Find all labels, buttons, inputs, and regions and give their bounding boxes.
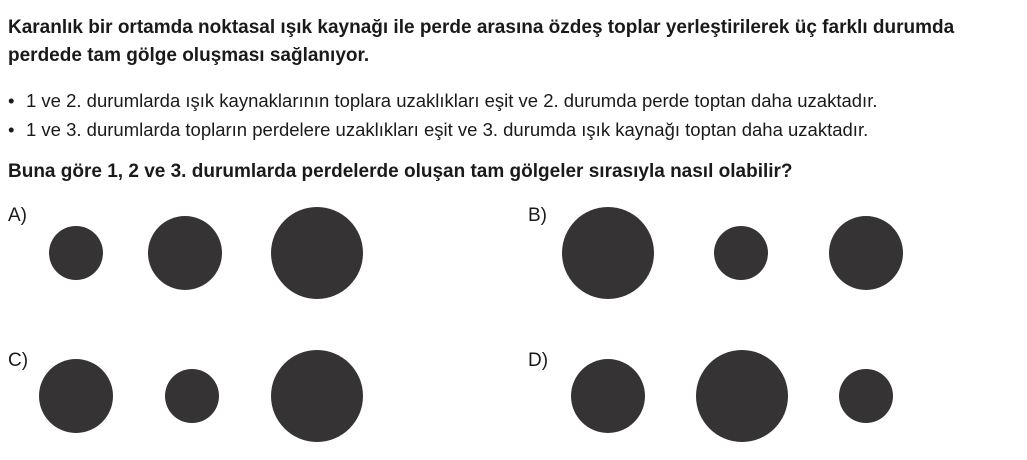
option-d[interactable] bbox=[528, 350, 1008, 460]
shadow-circle-3 bbox=[271, 207, 363, 299]
shadow-circle-2 bbox=[148, 216, 222, 290]
shadow-circle-2 bbox=[696, 350, 788, 442]
option-c[interactable] bbox=[8, 350, 488, 460]
condition-text: 1 ve 3. durumlarda topların perdelere uzaklıkları eşit ve 3. durumda ışık kaynağı toptan daha uzaktadır. bbox=[26, 119, 869, 140]
shadow-circle-2 bbox=[714, 226, 768, 280]
shadow-circle-1 bbox=[562, 207, 654, 299]
condition-list bbox=[8, 86, 1023, 144]
bullet-icon: • bbox=[8, 119, 15, 140]
option-label: C) bbox=[8, 350, 29, 371]
condition-item bbox=[8, 86, 1023, 115]
shadow-circle-1 bbox=[571, 359, 645, 433]
shadow-circle-3 bbox=[839, 369, 893, 423]
question-prompt: Buna göre 1, 2 ve 3. durumlarda perdelerde oluşan tam gölgeler sırasıyla nasıl olabilir? bbox=[8, 161, 793, 182]
condition-text: 1 ve 2. durumlarda ışık kaynaklarının toplara uzaklıkları eşit ve 2. durumda perde toptan daha uzaktadır. bbox=[26, 90, 878, 111]
shadow-circle-2 bbox=[165, 369, 219, 423]
question-intro: Karanlık bir ortamda noktasal ışık kaynağı ile perde arasına özdeş toplar yerleştirilerek üç farklı durumda perdede tam gölge oluşması sağlanıyor. bbox=[8, 17, 955, 66]
option-b[interactable] bbox=[528, 205, 1008, 315]
shadow-circle-3 bbox=[829, 216, 903, 290]
option-a[interactable] bbox=[8, 205, 488, 315]
condition-item bbox=[8, 115, 1023, 144]
shadow-circle-1 bbox=[39, 359, 113, 433]
shadow-circle-1 bbox=[49, 226, 103, 280]
bullet-icon: • bbox=[8, 90, 15, 111]
option-label: D) bbox=[528, 350, 549, 371]
shadow-circle-3 bbox=[271, 350, 363, 442]
option-label: A) bbox=[8, 205, 27, 226]
option-label: B) bbox=[528, 205, 547, 226]
